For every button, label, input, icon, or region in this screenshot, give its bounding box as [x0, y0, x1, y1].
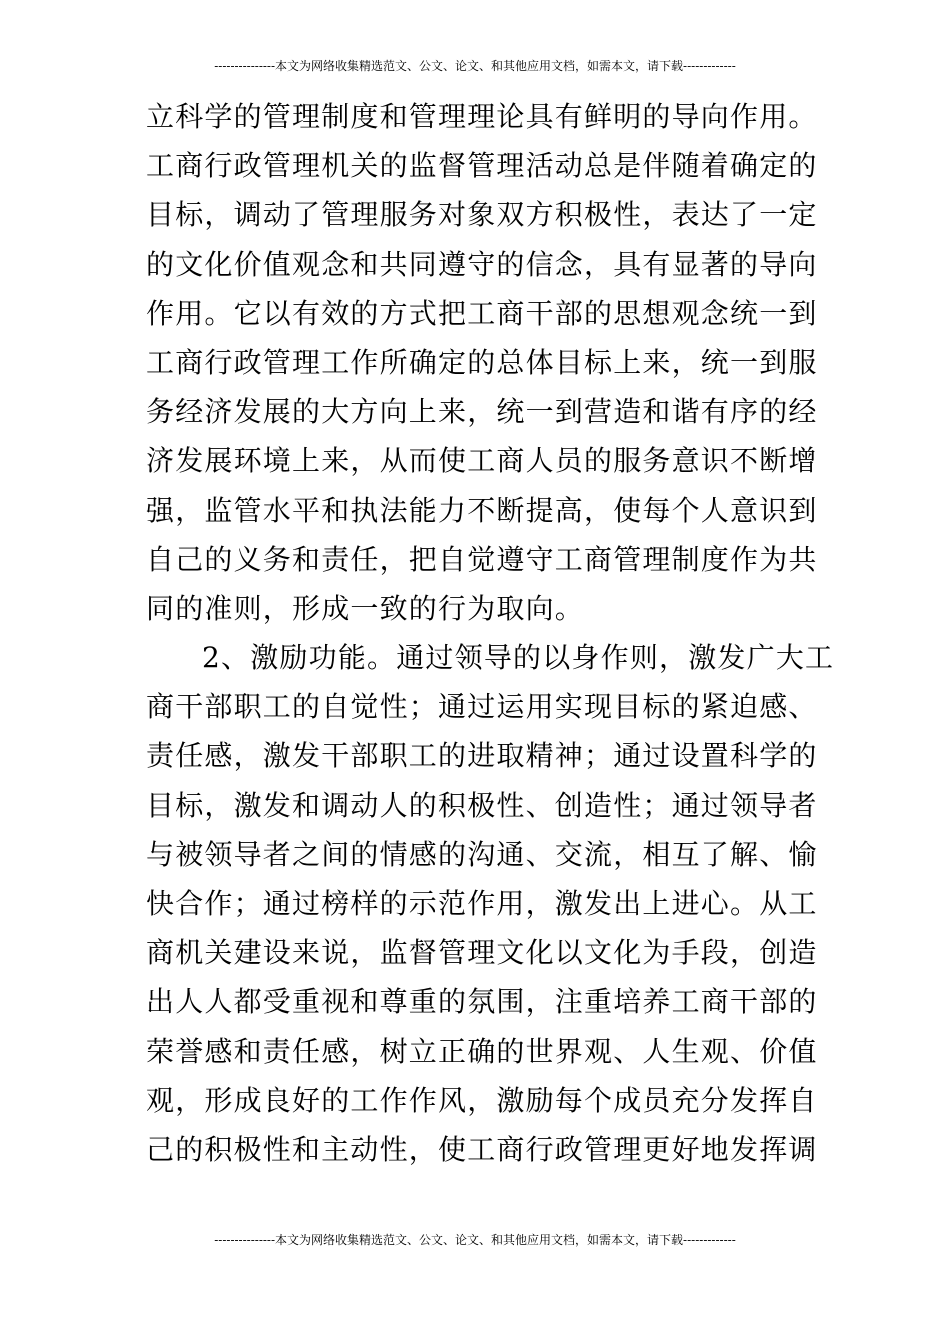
text-line: 快合作；通过榜样的示范作用，激发出上进心。从工 — [146, 887, 818, 920]
text-line: 作用。它以有效的方式把工商干部的思想观念统一到 — [146, 296, 818, 330]
text-line: 目标，调动了管理服务对象双方积极性，表达了一定 — [146, 198, 818, 232]
text-line: 强，监管水平和执法能力不断提高，使每个人意识到 — [146, 493, 818, 527]
text-line: 商干部职工的自觉性；通过运用实现目标的紧迫感、 — [146, 690, 818, 724]
page-footer: ---------------本文为网络收集精选范文、公文、论文、和其他应用文档，如需本文，请下载------------- — [214, 1233, 736, 1247]
text-line: 济发展环境上来，从而使工商人员的服务意识不断增 — [146, 444, 818, 478]
text-line: 荣誉感和责任感，树立正确的世界观、人生观、价值 — [146, 1034, 818, 1068]
text-line: 的文化价值观念和共同遵守的信念，具有显著的导向 — [146, 247, 818, 281]
text-line: 工商行政管理工作所确定的总体目标上来，统一到服 — [146, 345, 818, 379]
text-line: 责任感，激发干部职工的进取精神；通过设置科学的 — [146, 739, 818, 773]
text-line: 工商行政管理机关的监督管理活动总是伴随着确定的 — [146, 149, 818, 183]
text-line: 务经济发展的大方向上来，统一到营造和谐有序的经 — [146, 395, 818, 429]
text-line: 商机关建设来说，监督管理文化以文化为手段，创造 — [146, 936, 818, 970]
text-line: 同的准则，形成一致的行为取向。 — [146, 591, 585, 625]
page-header: ---------------本文为网络收集精选范文、公文、论文、和其他应用文档，如需本文，请下载------------- — [214, 59, 736, 73]
text-line: 观，形成良好的工作作风，激励每个成员充分发挥自 — [146, 1083, 818, 1117]
text-line: 自己的义务和责任，把自觉遵守工商管理制度作为共 — [146, 542, 818, 576]
text-line: 立科学的管理制度和管理理论具有鲜明的导向作用。 — [146, 100, 818, 133]
paragraph-start-line: 2、激励功能。通过领导的以身作则，激发广大工 — [202, 641, 835, 675]
text-line: 己的积极性和主动性，使工商行政管理更好地发挥调 — [146, 1132, 818, 1166]
text-line: 出人人都受重视和尊重的氛围，注重培养工商干部的 — [146, 985, 818, 1019]
text-line: 目标，激发和调动人的积极性、创造性；通过领导者 — [146, 788, 818, 822]
body-text — [146, 92, 835, 1174]
text-line: 与被领导者之间的情感的沟通、交流，相互了解、愉 — [146, 837, 818, 871]
